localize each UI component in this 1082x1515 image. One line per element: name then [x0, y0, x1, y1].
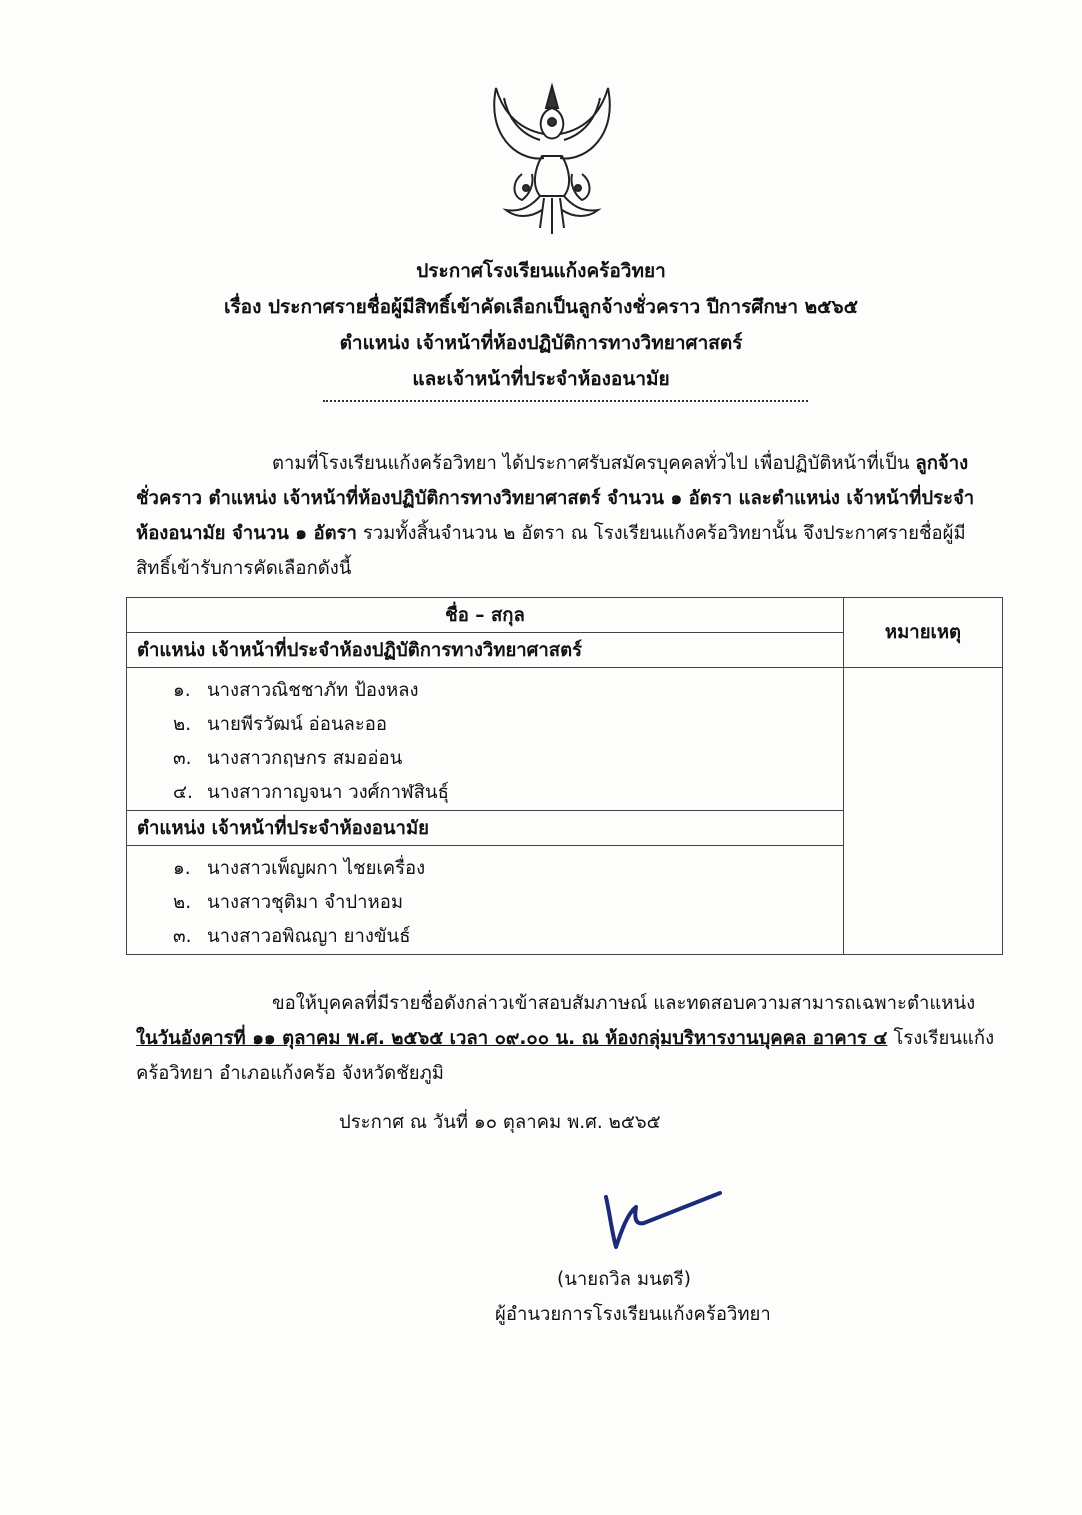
list-item: ๑. นางสาวณิชชาภัท ป้องหลง	[173, 680, 419, 701]
column-header-remark: หมายเหตุ	[844, 598, 1003, 668]
list-item: ๔. นางสาวกาญจนา วงศ์กาฬสินธุ์	[173, 782, 449, 803]
signatory-name: (นายถวิล มนตรี)	[557, 1269, 691, 1290]
closing-paragraph	[136, 986, 996, 1091]
section-title-lab: ตำแหน่ง เจ้าหน้าที่ประจำห้องปฏิบัติการทางวิทยาศาสตร์	[127, 633, 844, 668]
list-item: ๓. นางสาวกฤษกร สมออ่อน	[173, 748, 403, 769]
position-line: ตำแหน่ง เจ้าหน้าที่ห้องปฏิบัติการทางวิทยาศาสตร์	[339, 332, 743, 354]
list-item: ๒. นางสาวชุติมา จำปาหอม	[173, 892, 404, 913]
candidate-list-health	[127, 846, 844, 955]
dotted-divider	[323, 400, 808, 402]
signature-icon	[598, 1185, 728, 1255]
signatory-position: ผู้อำนวยการโรงเรียนแก้งคร้อวิทยา	[495, 1304, 771, 1325]
closing-text-2: โรงเรียนแก้งคร้อวิทยา อำเภอแก้งคร้อ จังหวัดชัยภูมิ	[136, 1028, 995, 1084]
intro-text-1: ตามที่โรงเรียนแก้งคร้อวิทยา ได้ประกาศรับสมัครบุคคลทั่วไป เพื่อปฏิบัติหน้าที่เป็น	[272, 453, 916, 474]
garuda-emblem-icon	[482, 78, 622, 240]
interview-date-text: ในวันอังคารที่ ๑๑ ตุลาคม พ.ศ. ๒๕๖๕ เวลา ๐๙.๐๐ น. ณ ห้องกลุ่มบริหารงานบุคคล อาคาร ๔	[136, 1028, 888, 1049]
column-header-name: ชื่อ – สกุล	[127, 598, 844, 633]
intro-text-2: รวมทั้งสิ้นจำนวน ๒ อัตรา ณ โรงเรียนแก้งคร้อวิทยานั้น จึงประกาศรายชื่อผู้มีสิทธิ์เข้ารับการคัดเลือกดังนี้	[136, 523, 966, 579]
section-title-health: ตำแหน่ง เจ้าหน้าที่ประจำห้องอนามัย	[127, 811, 844, 846]
intro-bold-text: ลูกจ้างชั่วคราว ตำแหน่ง เจ้าหน้าที่ห้องปฏิบัติการทางวิทยาศาสตร์ จำนวน ๑ อัตรา และตำแหน่ง เจ้าหน้าที่ประจำห้องอนามัย จำนวน ๑ อัตรา	[136, 453, 975, 544]
candidate-list-lab	[127, 668, 844, 811]
position-line-2: และเจ้าหน้าที่ประจำห้องอนามัย	[412, 368, 670, 390]
announcement-date: ประกาศ ณ วันที่ ๑๐ ตุลาคม พ.ศ. ๒๕๖๕	[339, 1112, 661, 1133]
list-item: ๑. นางสาวเพ็ญผกา ไชยเครื่อง	[173, 858, 426, 879]
list-item: ๓. นางสาวอพิณญา ยางขันธ์	[173, 926, 411, 947]
closing-text-1: ขอให้บุคคลที่มีรายชื่อดังกล่าวเข้าสอบสัมภาษณ์ และทดสอบความสามารถเฉพาะตำแหน่ง	[272, 993, 976, 1014]
announcement-title: ประกาศโรงเรียนแก้งคร้อวิทยา	[416, 260, 666, 282]
remark-cell	[844, 668, 1003, 955]
candidate-table	[126, 597, 1003, 955]
subject-line: เรื่อง ประกาศรายชื่อผู้มีสิทธิ์เข้าคัดเลือกเป็นลูกจ้างชั่วคราว ปีการศึกษา ๒๕๖๕	[223, 296, 858, 318]
list-item: ๒. นายพีรวัฒน์ อ่อนละออ	[173, 714, 387, 735]
intro-paragraph	[136, 446, 996, 586]
